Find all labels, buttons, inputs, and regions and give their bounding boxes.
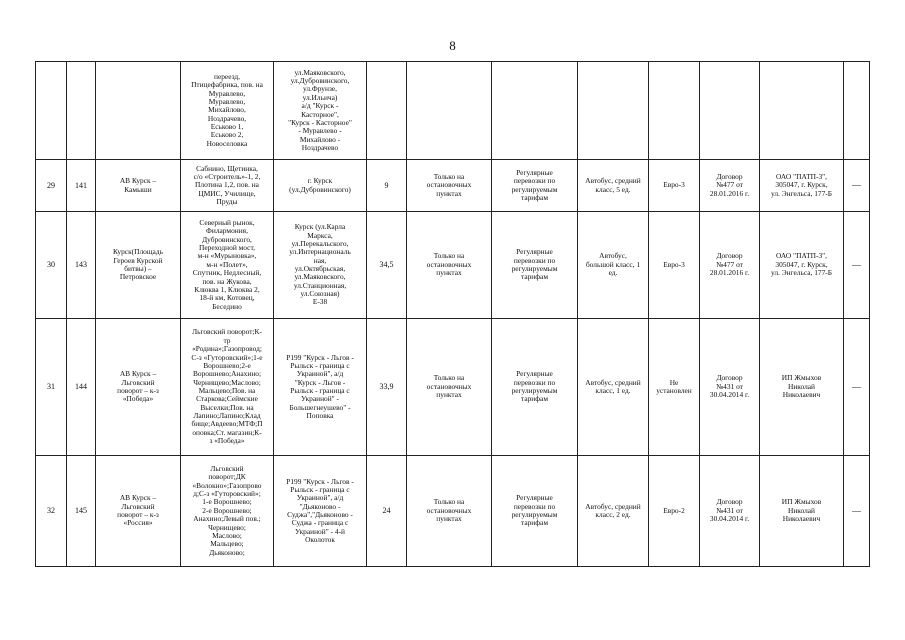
cell-contract: Договор №477 от 28.01.2016 г. bbox=[700, 160, 760, 212]
cell-streets: Р199 "Курск - Льгов - Рыльск - граница с Украиной", а/д "Дьяконово - Суджа","Дьяконово - Суджа - граница с Украиной" - 4-й Околоток bbox=[274, 456, 367, 567]
table-row bbox=[36, 456, 870, 567]
cell-streets: ул.Маяковского, ул.Дубровинского, ул.Фрунзе, ул.Ильича) а/д "Курск - Касторное", "Курск - Касторное" - Муравлево - Михайлово - Ноздрачево bbox=[274, 62, 367, 160]
cell-streets: Р199 "Курск - Льгов - Рыльск - граница с Украиной", а/д "Курск - Льгов - Рыльск - граница с Украиной" - Большегнеушево" - Поповка bbox=[274, 319, 367, 456]
cell-vehicle: Автобус, средний класс, 2 ед. bbox=[578, 456, 649, 567]
cell-tariff bbox=[492, 62, 578, 160]
cell-streets: г. Курск (ул.Дубровинского) bbox=[274, 160, 367, 212]
cell-tariff: Регулярные перевозки по регулируемым тарифам bbox=[492, 319, 578, 456]
cell-carrier: ОАО "ПАТП-3", 305047, г. Курск, ул. Энгельса, 177-Б bbox=[760, 212, 844, 319]
table-row bbox=[36, 160, 870, 212]
cell-route-no: 141 bbox=[67, 160, 96, 212]
cell-no: 29 bbox=[36, 160, 67, 212]
page-number: 8 bbox=[449, 38, 456, 53]
table-row bbox=[36, 319, 870, 456]
cell-extra: — bbox=[844, 456, 870, 567]
cell-boarding: Только на остановочных пунктах bbox=[407, 160, 492, 212]
cell-contract: Договор №431 от 30.04.2014 г. bbox=[700, 456, 760, 567]
cell-stops: переезд, Птицефабрика, пов. на Муравлево, Муравлево, Михайлово, Ноздрачево, Еськово 1, Еськово 2, Новоселовка bbox=[181, 62, 274, 160]
cell-route-name: АВ Курск – Камыши bbox=[96, 160, 181, 212]
cell-eco-class bbox=[649, 62, 700, 160]
cell-no: 30 bbox=[36, 212, 67, 319]
cell-no bbox=[36, 62, 67, 160]
cell-length bbox=[367, 62, 407, 160]
cell-carrier: ИП Жмыхов Николай Николаевич bbox=[760, 456, 844, 567]
cell-vehicle: Автобус, средний класс, 1 ед. bbox=[578, 319, 649, 456]
cell-length: 24 bbox=[367, 456, 407, 567]
cell-tariff: Регулярные перевозки по регулируемым тарифам bbox=[492, 212, 578, 319]
cell-extra: — bbox=[844, 319, 870, 456]
cell-route-no: 143 bbox=[67, 212, 96, 319]
cell-contract: Договор №477 от 28.01.2016 г. bbox=[700, 212, 760, 319]
cell-streets: Курск (ул.Карла Маркса, ул.Перекальского, ул.Интернациональ ная, ул.Октябрьская, ул.Маяковского, ул.Станционная, ул.Союзная) Е-38 bbox=[274, 212, 367, 319]
cell-no: 32 bbox=[36, 456, 67, 567]
cell-boarding: Только на остановочных пунктах bbox=[407, 456, 492, 567]
cell-stops: Северный рынок, Филармония, Дубровинского, Переходной мост, м-н «Мурыновка», м-н «Полет», Спутник, Недлесный, пов. на Жукова, Клюква 1, Клюква 2, 18-й км, Котовец, Бесединo bbox=[181, 212, 274, 319]
cell-eco-class: Не установлен bbox=[649, 319, 700, 456]
cell-boarding: Только на остановочных пунктах bbox=[407, 212, 492, 319]
cell-carrier: ИП Жмыхов Николай Николаевич bbox=[760, 319, 844, 456]
cell-stops: Льговский поворот;К- тр «Родина»;Газопровод; С-з «Гуторовский»;1-е Ворошнево;2-е Ворошнево;Анахино; Чернищево;Маслово; Мальцево;Пов. на Старкова;Сеймские Выселки;Пов. на Лапино;Лапино;Клад бище;Авдеево;МТФ;П оповка;Ст. магазин;К- з «Победа» bbox=[181, 319, 274, 456]
cell-tariff: Регулярные перевозки по регулируемым тарифам bbox=[492, 160, 578, 212]
cell-route-no: 145 bbox=[67, 456, 96, 567]
cell-route-name: АВ Курск – Льговский поворот – к-з «Победа» bbox=[96, 319, 181, 456]
table-row bbox=[36, 212, 870, 319]
routes-table bbox=[35, 61, 870, 567]
cell-length: 34,5 bbox=[367, 212, 407, 319]
cell-stops: Сабнино, Щетинка, с/о «Строитель»-1, 2, Плотина 1,2, пов. на ЦМИС, Училище, Пруды bbox=[181, 160, 274, 212]
cell-extra bbox=[844, 62, 870, 160]
cell-no: 31 bbox=[36, 319, 67, 456]
cell-eco-class: Евро-3 bbox=[649, 160, 700, 212]
cell-eco-class: Евро-2 bbox=[649, 456, 700, 567]
cell-vehicle bbox=[578, 62, 649, 160]
cell-carrier: ОАО "ПАТП-3", 305047, г. Курск, ул. Энгельса, 177-Б bbox=[760, 160, 844, 212]
cell-tariff: Регулярные перевозки по регулируемым тарифам bbox=[492, 456, 578, 567]
cell-carrier bbox=[760, 62, 844, 160]
cell-vehicle: Автобус, большой класс, 1 ед. bbox=[578, 212, 649, 319]
cell-length: 9 bbox=[367, 160, 407, 212]
cell-contract bbox=[700, 62, 760, 160]
cell-route-name: Курск(Площадь Героев Курской битвы) – Петровское bbox=[96, 212, 181, 319]
cell-contract: Договор №431 от 30.04.2014 г. bbox=[700, 319, 760, 456]
cell-route-no bbox=[67, 62, 96, 160]
cell-boarding: Только на остановочных пунктах bbox=[407, 319, 492, 456]
cell-extra: — bbox=[844, 160, 870, 212]
cell-length: 33,9 bbox=[367, 319, 407, 456]
cell-extra: — bbox=[844, 212, 870, 319]
cell-route-name: АВ Курск – Льговский поворот – к-з «Россия» bbox=[96, 456, 181, 567]
cell-route-no: 144 bbox=[67, 319, 96, 456]
table-row bbox=[36, 62, 870, 160]
cell-vehicle: Автобус, средний класс, 5 ед. bbox=[578, 160, 649, 212]
cell-stops: Льговский поворот;ДК «Волокно»;Газопрово д;С-з «Гуторовский»; 1-е Ворошнево; 2-е Ворошнево; Анахино;Левый пов.; Чернищево; Маслово; Мальцево; Дьяконово; bbox=[181, 456, 274, 567]
cell-eco-class: Евро-3 bbox=[649, 212, 700, 319]
cell-boarding bbox=[407, 62, 492, 160]
cell-route-name bbox=[96, 62, 181, 160]
